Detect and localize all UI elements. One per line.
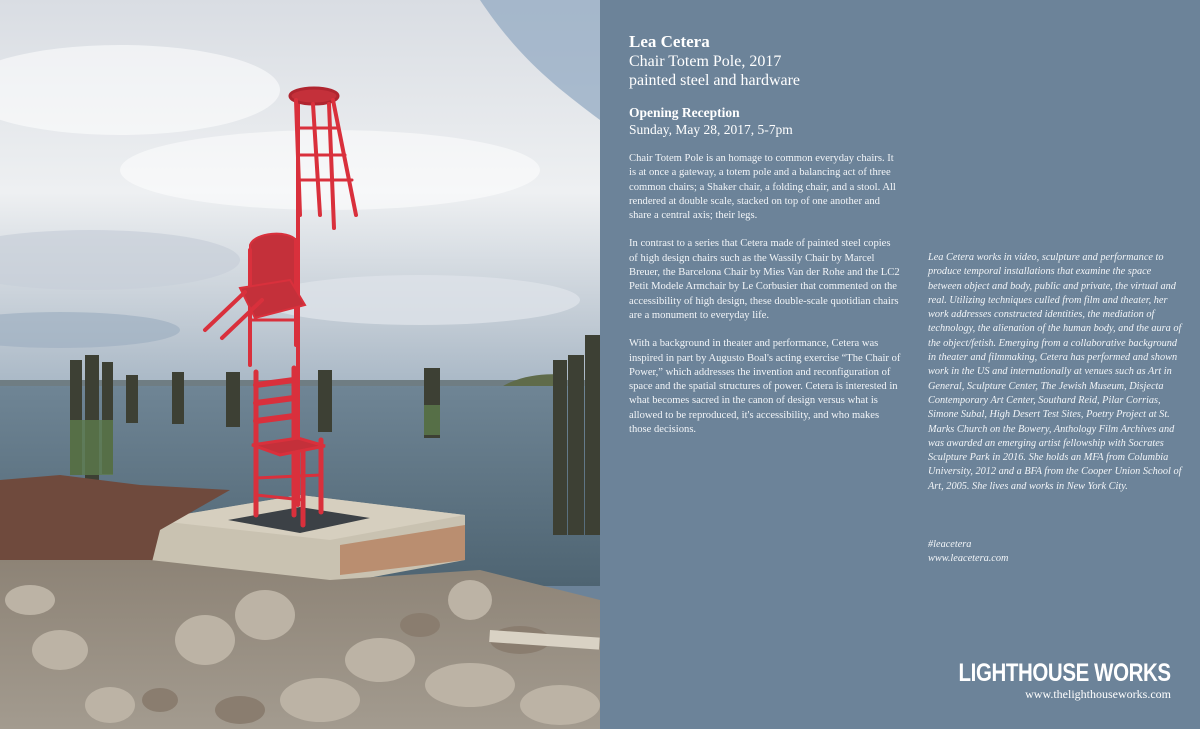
description-paragraph: With a background in theater and performance, Cetera was inspired in part by Augusto Boal's acting exercise “The Chair of Power,” which addresses the invention and reconfiguration of space and the spatial structures of power. Cetera is interested in what becomes sacred in the canon of design versus what is allowed to be reproduced, it's accessibility, and who makes those decisions. bbox=[629, 338, 901, 436]
hashtag-link[interactable]: #leacetera bbox=[928, 539, 972, 550]
artist-links bbox=[928, 538, 1008, 567]
brand-website-link[interactable]: www.thelighthouseworks.com bbox=[1025, 687, 1171, 701]
description-paragraph: Chair Totem Pole is an homage to common everyday chairs. It is at once a gateway, a totem pole and a balancing act of three common chairs; a Shaker chair, a folding chair, and a stool. All rendered at double scale, stacked on top of one another and share a central axis; their legs. bbox=[629, 153, 896, 222]
artist-name: Lea Cetera bbox=[629, 32, 710, 51]
artist-bio bbox=[928, 251, 1184, 494]
description-column bbox=[629, 152, 901, 451]
work-medium: painted steel and hardware bbox=[629, 72, 801, 89]
reception-date: Sunday, May 28, 2017, 5-7pm bbox=[629, 122, 793, 137]
work-info bbox=[629, 52, 800, 90]
reception-title: Opening Reception bbox=[629, 105, 740, 120]
artist-website-link[interactable]: www.leacetera.com bbox=[928, 553, 1009, 565]
work-title: Chair Totem Pole, 2017 bbox=[629, 53, 782, 70]
info-panel bbox=[600, 0, 1200, 729]
bio-text: Lea Cetera works in video, sculpture and performance to produce temporal installations that examine the space between object and body, public and private, the virtual and real. Utilizing techniques culled from film and theater, her work addresses constructed identities, the mediation of technology, the alienation of the human body, and the aura of the object/fetish. Emerging from a collaborative background in theater and filmmaking, Cetera has performed and shown work in the US and internationally at venues such as Art in General, Sculpture Center, The Jewish Museum, Disjecta Contemporary Art Center, Southard Reid, Pilar Corrias, Simone Subal, High Desert Test Sites, Poetry Project at St. Marks Church on the Bowery, Anthology Film Archives and was awarded an emerging artist fellowship with Socrates Sculpture Park in 2016. She holds an MFA from Columbia University, 2012 and a BFA from the Cooper Union School of Art, 2005. She lives and works in New York City. bbox=[928, 252, 1182, 492]
description-paragraph: In contrast to a series that Cetera made of painted steel copies of high design chairs such as the Wassily Chair by Marcel Breuer, the Barcelona Chair by Mies Van der Rohe and the LC2 Petit Modele Armchair by Le Corbusier that commented on the accessibility of high design, these double-scale quotidian chairs are a monument to everyday life. bbox=[629, 238, 900, 321]
brand-logo: LIGHTHOUSE WORKS bbox=[958, 659, 1171, 687]
